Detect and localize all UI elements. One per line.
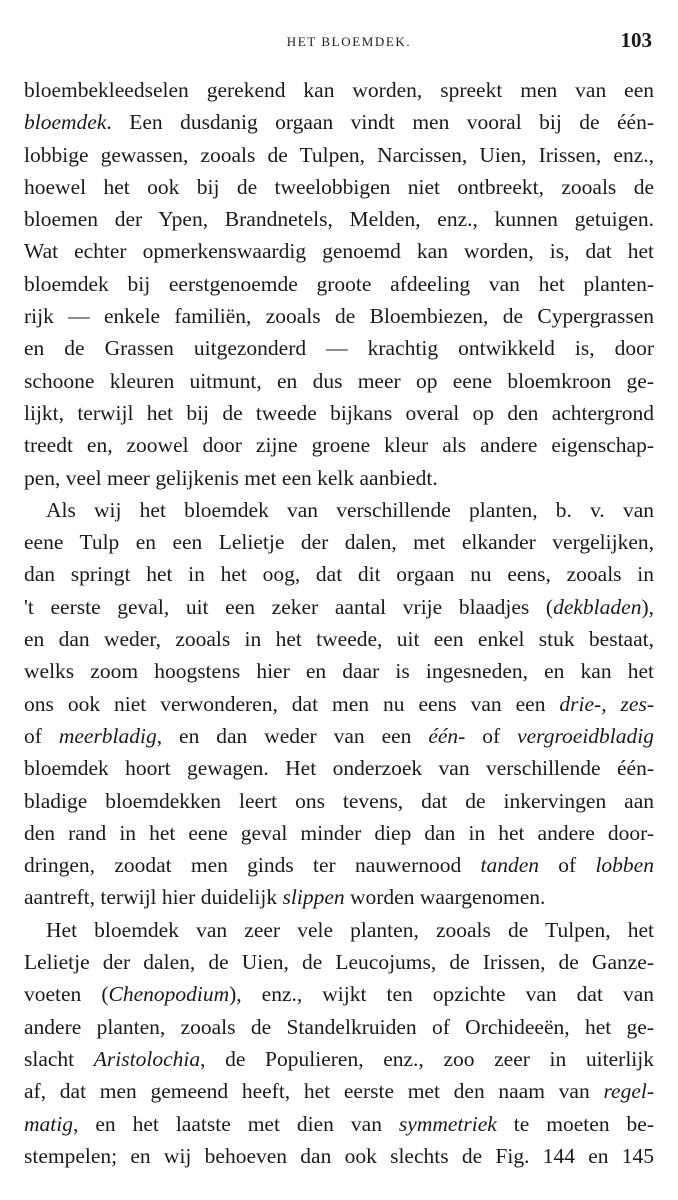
text-line: bloemdek hoort gewagen. Het onderzoek van verschillende één- (24, 756, 654, 781)
text-line: eene Tulp en een Lelietje der dalen, met elkander vergelijken, (24, 530, 654, 555)
text-line: treedt en, zoowel door zijne groene kleur als andere eigenschap- (24, 433, 654, 458)
text-line: af, dat men gemeend heeft, het eerste met den naam van regel- (24, 1079, 654, 1104)
text-line: bloemdek bij eerstgenoemde groote afdeeling van het planten- (24, 271, 654, 296)
text-line: schoone kleuren uitmunt, en dus meer op eene bloemkroon ge- (24, 368, 654, 393)
text-line: 't eerste geval, uit een zeker aantal vrije blaadjes (dekbladen), (24, 594, 654, 619)
text-line: Lelietje der dalen, de Uien, de Leucojums, de Irissen, de Ganze- (24, 950, 654, 975)
running-title: HET BLOEMDEK. (286, 34, 412, 49)
text-line: matig, en het laatste met dien van symmetriek te moeten be- (24, 1111, 654, 1136)
text-line: lijkt, terwijl het bij de tweede bijkans overal op den achtergrond (24, 400, 654, 425)
text-line: voeten (Chenopodium), enz., wijkt ten opzichte van dat van (24, 982, 654, 1007)
text-line: ons ook niet verwonderen, dat men nu eens van een drie-, zes- (24, 691, 654, 716)
text-line: aantreft, terwijl hier duidelijk slippen worden waargenomen. (24, 885, 546, 910)
text-line: en de Grassen uitgezonderd — krachtig ontwikkeld is, door (24, 336, 654, 361)
text-line: pen, veel meer gelijkenis met een kelk aanbiedt. (24, 465, 438, 490)
text-line: Wat echter opmerkenswaardig genoemd kan worden, is, dat het (24, 239, 654, 264)
text-line: dringen, zoodat men ginds ter nauwernood tanden of lobben (24, 853, 654, 878)
text-line: slacht Aristolochia, de Populieren, enz., zoo zeer in uiterlijk (24, 1046, 654, 1071)
text-line: Als wij het bloemdek van verschillende planten, b. v. van (46, 497, 654, 522)
text-line: Het bloemdek van zeer vele planten, zooals de Tulpen, het (46, 917, 654, 942)
text-line: bloemen der Ypen, Brandnetels, Melden, enz., kunnen getuigen. (24, 207, 654, 232)
book-page (24, 22, 654, 1172)
text-line: den rand in het eene geval minder diep dan in het andere door- (24, 820, 654, 845)
text-line: bloembekleedselen gerekend kan worden, spreekt men van een (24, 78, 654, 102)
text-line: andere planten, zooals de Standelkruiden of Orchideeën, het ge- (24, 1014, 654, 1039)
page-header (24, 22, 654, 62)
text-line: hoewel het ook bij de tweelobbigen niet ontbreekt, zooals de (24, 174, 654, 199)
text-line: rijk — enkele familiën, zooals de Bloembiezen, de Cypergrassen (24, 304, 654, 329)
text-line: bladige bloemdekken leert ons tevens, dat de inkervingen aan (24, 788, 654, 813)
page-number: 103 (620, 28, 652, 52)
text-line: lobbige gewassen, zooals de Tulpen, Narcissen, Uien, Irissen, enz., (24, 142, 654, 167)
text-line: dan springt het in het oog, dat dit orgaan nu eens, zooals in (24, 562, 654, 587)
text-line: of meerbladig, en dan weder van een één- of vergroeidbladig (24, 723, 654, 748)
text-line: bloemdek. Een dusdanig orgaan vindt men vooral bij de één- (24, 110, 654, 135)
text-line: stempelen; en wij behoeven dan ook slechts de Fig. 144 en 145 (24, 1143, 654, 1168)
body-text (24, 74, 654, 1172)
text-line: en dan weder, zooals in het tweede, uit een enkel stuk bestaat, (24, 627, 654, 652)
text-line: welks zoom hoogstens hier en daar is ingesneden, en kan het (24, 659, 654, 684)
